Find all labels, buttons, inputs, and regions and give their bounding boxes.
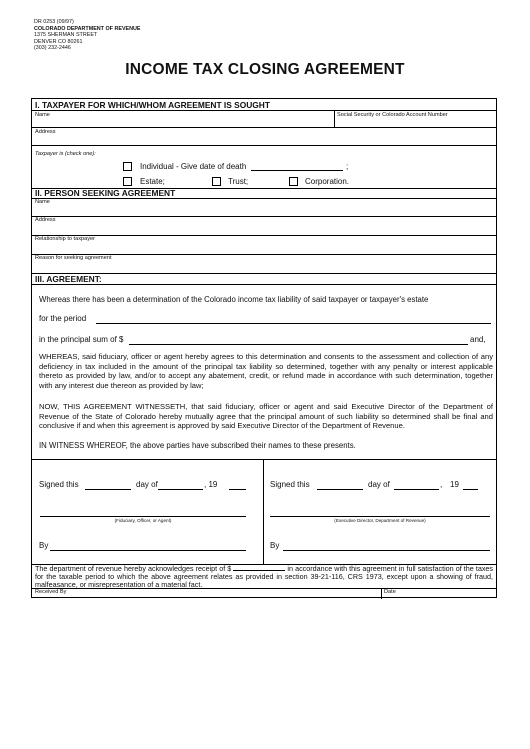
date-of-death-field[interactable]: [251, 170, 343, 171]
trust-label: Trust;: [228, 177, 249, 186]
individual-checkbox[interactable]: [123, 162, 132, 171]
section1-heading: I. TAXPAYER FOR WHICH/WHOM AGREEMENT IS SOUGHT: [35, 100, 270, 110]
form-frame: [31, 98, 497, 598]
divider: [32, 235, 496, 236]
divider: [32, 127, 496, 128]
divider: [32, 198, 496, 199]
period-field[interactable]: [96, 323, 491, 324]
date-label: Date: [384, 589, 396, 595]
divider: [32, 110, 496, 111]
estate-checkbox[interactable]: [123, 177, 132, 186]
divider: [32, 459, 496, 460]
right-month-field[interactable]: [394, 489, 439, 490]
received-by-label: Received By: [35, 589, 67, 595]
acknowledgement-text-2: in accordance with this agreement in full satisfaction of the taxes for the taxable period to which the above agreement relates as provided in section 39-21-116, CRS 1973, except upon a showing of fraud, malfeasance, or misrepresentation of a material fact.: [35, 564, 494, 590]
relationship-label: Relationship to taxpayer: [35, 236, 96, 242]
left-by-label: By: [39, 541, 49, 550]
department-name: COLORADO DEPARTMENT OF REVENUE: [34, 25, 141, 32]
fiduciary-signature-field[interactable]: [40, 516, 246, 517]
reason-label: Reason for seeking agreement: [35, 255, 112, 261]
taxpayer-address-label: Address: [35, 129, 56, 135]
acknowledgement-paragraph: [35, 565, 493, 590]
person-name-label: Name: [35, 199, 50, 205]
principal-label: in the principal sum of $: [39, 335, 124, 344]
director-signature-field[interactable]: [270, 516, 490, 517]
trust-checkbox[interactable]: [212, 177, 221, 186]
letterhead: [34, 19, 141, 52]
right-by-label: By: [270, 541, 280, 550]
person-address-label: Address: [35, 217, 56, 223]
divider: [32, 145, 496, 146]
right-year-field[interactable]: [463, 489, 478, 490]
receipt-amount-field[interactable]: [233, 570, 285, 571]
divider: [381, 588, 382, 599]
phone-number: (303) 232-2446: [34, 45, 71, 52]
and-label: and,: [470, 335, 486, 344]
acknowledgement-text-1: The department of revenue hereby acknowledges receipt of $: [35, 564, 232, 573]
left-year-field[interactable]: [229, 489, 246, 490]
fiduciary-caption: (Fiduciary, Officer, or Agent): [114, 518, 172, 523]
individual-label: Individual - Give date of death: [140, 162, 247, 171]
ssn-label: Social Security or Colorado Account Number: [337, 112, 448, 118]
section2-heading: II. PERSON SEEKING AGREEMENT: [35, 188, 176, 198]
corporation-checkbox[interactable]: [289, 177, 298, 186]
right-day-of: day of: [368, 480, 390, 489]
witness-statement: IN WITNESS WHEREOF, the above parties have subscribed their names to these presents.: [39, 441, 356, 450]
street-address: 1375 SHERMAN STREET: [34, 32, 98, 39]
taxpayer-type-label: Taxpayer is (check one):: [35, 151, 96, 157]
form-number: DR 0253 (09/97): [34, 19, 74, 25]
section3-heading: III. AGREEMENT:: [35, 274, 102, 284]
left-day-field[interactable]: [85, 489, 131, 490]
divider: [334, 110, 335, 127]
taxpayer-name-label: Name: [35, 112, 50, 118]
right-signed-this: Signed this: [270, 480, 310, 489]
whereas-determination: Whereas there has been a determination of the Colorado income tax liability of said taxpayer or taxpayer's estate: [39, 295, 429, 304]
right-year-comma: ,: [440, 480, 443, 489]
semicolon: ;: [346, 162, 349, 171]
divider: [32, 216, 496, 217]
city-address: DENVER CO 80261: [34, 38, 83, 45]
divider: [32, 588, 496, 589]
right-day-field[interactable]: [317, 489, 363, 490]
left-year-prefix: , 19: [204, 480, 218, 489]
corporation-label: Corporation.: [305, 177, 350, 186]
left-signed-this: Signed this: [39, 480, 79, 489]
period-label: for the period: [39, 314, 87, 323]
form-title: INCOME TAX CLOSING AGREEMENT: [125, 61, 405, 78]
principal-amount-field[interactable]: [129, 344, 468, 345]
right-year-prefix: 19: [450, 480, 459, 489]
left-day-of: day of: [136, 480, 158, 489]
right-by-field[interactable]: [283, 550, 490, 551]
whereas-consent-paragraph: WHEREAS, said fiduciary, officer or agent hereby agrees to this determination and consents to the assessment and collection of any deficiency in tax included in the amount of the principal tax liability so determined, together with any penalty or interest applicable thereto as provided by law, and/or to accept any abatement, credit, or refund made in accordance with such determination, together with any interest due thereon as provided by law;: [39, 352, 493, 390]
director-caption: (Executive Director, Department of Revenue): [334, 518, 426, 523]
witnesseth-paragraph: NOW, THIS AGREEMENT WITNESSETH, that said fiduciary, officer or agent and said Executive Director of the Department of Revenue of the State of Colorado hereby mutually agree that the principal amount of such liability so determined shall be final and conclusive if and when this agreement is approved by said Executive Director of the Department of Revenue.: [39, 402, 493, 431]
estate-label: Estate;: [140, 177, 165, 186]
divider: [263, 459, 264, 564]
left-by-field[interactable]: [50, 550, 246, 551]
divider: [32, 284, 496, 285]
left-month-field[interactable]: [158, 489, 203, 490]
